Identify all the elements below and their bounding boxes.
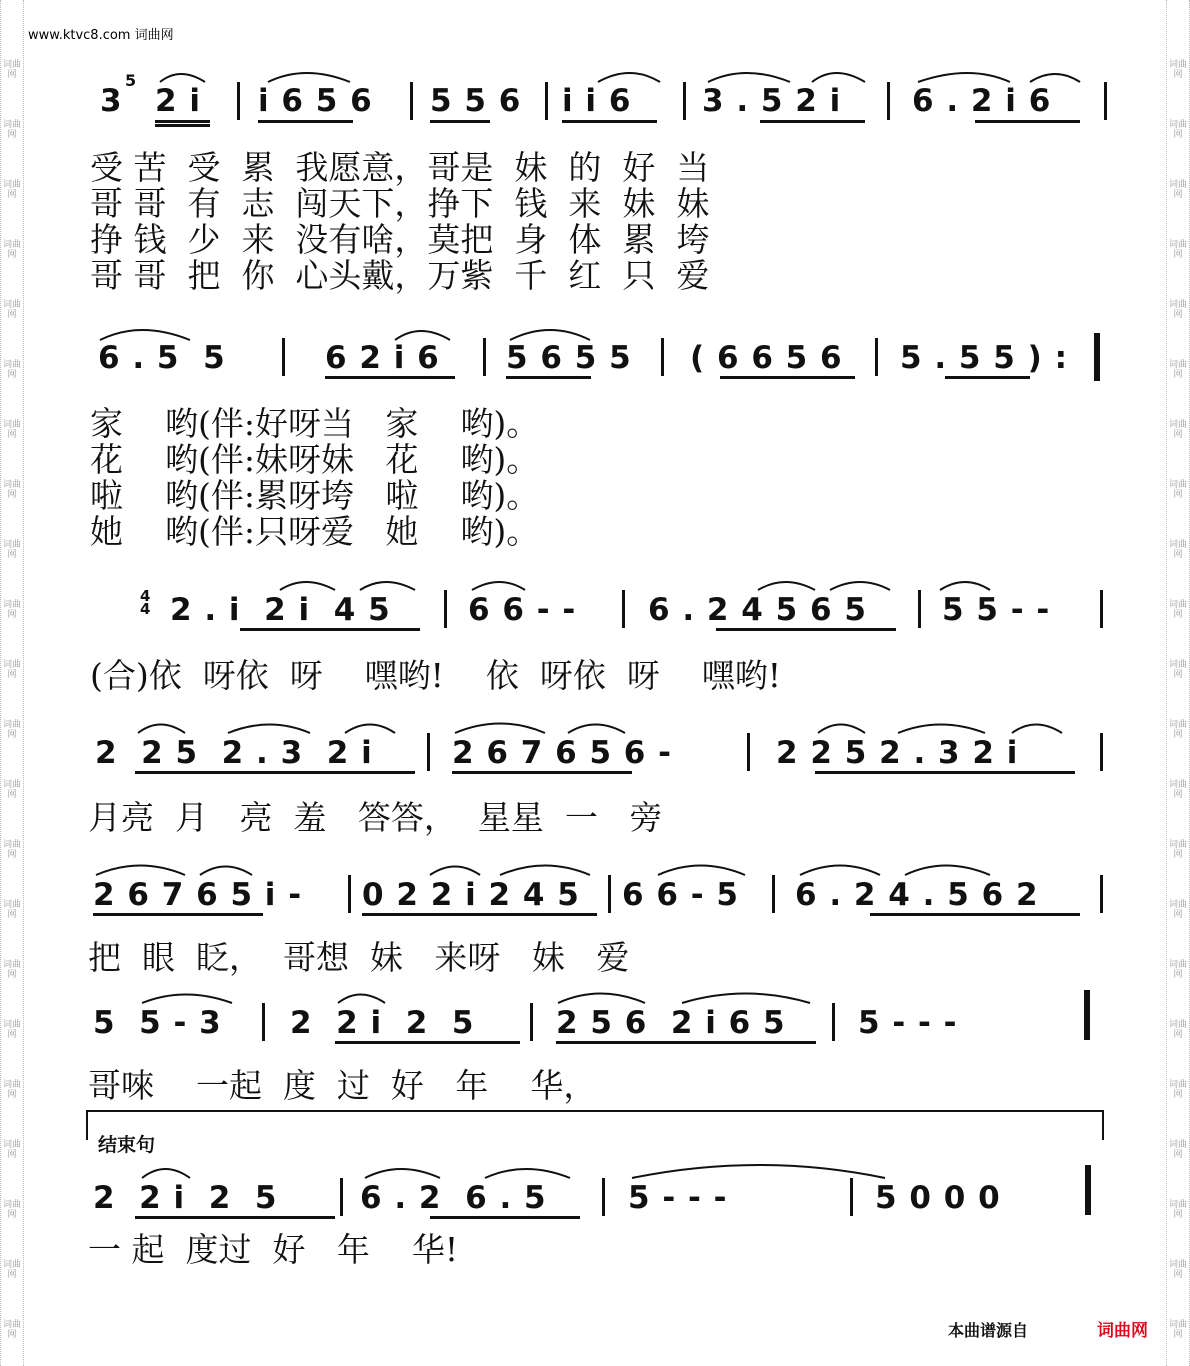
footer-brand-logo: 词曲网	[1097, 1321, 1148, 1341]
margin-watermark-text: 词曲网	[3, 120, 22, 140]
lyric-verse-1: 受 苦 受 累 我愿意，哥是 妹 的 好 当	[90, 148, 710, 187]
margin-watermark-text: 词曲网	[3, 1140, 22, 1160]
lyric-row-5: 把 眼 眨， 哥想 妹 来呀 妹 爱	[88, 938, 630, 977]
margin-watermark-text: 词曲网	[3, 660, 22, 680]
margin-watermark-text: 词曲网	[1169, 180, 1188, 200]
margin-watermark-text: 词曲网	[3, 480, 22, 500]
margin-watermark-text: 词曲网	[1169, 1200, 1188, 1220]
lyric-verse-2: 哥 哥 有 志 闯天下，挣下 钱 来 妹 妹	[90, 184, 710, 223]
margin-watermark-text: 词曲网	[3, 60, 22, 80]
margin-watermark-text: 词曲网	[3, 180, 22, 200]
margin-watermark-text: 词曲网	[3, 300, 22, 320]
margin-watermark-text: 词曲网	[1169, 720, 1188, 740]
margin-watermark-text: 词曲网	[1169, 900, 1188, 920]
margin-watermark-text: 词曲网	[1169, 960, 1188, 980]
margin-watermark-text: 词曲网	[1169, 360, 1188, 380]
margin-watermark-text: 词曲网	[3, 1260, 22, 1280]
margin-watermark-text: 词曲网	[3, 780, 22, 800]
margin-watermark-text: 词曲网	[1169, 840, 1188, 860]
margin-watermark-text: 词曲网	[1169, 1260, 1188, 1280]
lyric-verse-4: 哥 哥 把 你 心头戴，万紫 千 红 只 爱	[90, 256, 710, 295]
margin-watermark-text: 词曲网	[1169, 300, 1188, 320]
margin-watermark-text: 词曲网	[1169, 660, 1188, 680]
margin-watermark-text: 词曲网	[3, 600, 22, 620]
ending-label: 结束句	[98, 1134, 156, 1156]
lyric-row-3: (合)依 呀依 呀 嘿哟! 依 呀依 呀 嘿哟!	[90, 656, 782, 695]
margin-watermark-text: 词曲网	[1169, 540, 1188, 560]
lyric-chorus-1: 家 哟(伴:好呀当 家 哟)。	[90, 404, 540, 443]
margin-watermark-text: 词曲网	[3, 720, 22, 740]
footer-source-label: 本曲谱源自	[948, 1321, 1029, 1340]
margin-watermark-text: 词曲网	[1169, 480, 1188, 500]
margin-watermark-text: 词曲网	[1169, 1020, 1188, 1040]
lyric-chorus-2: 花 哟(伴:妹呀妹 花 哟)。	[90, 440, 540, 479]
margin-watermark-text: 词曲网	[3, 1080, 22, 1100]
margin-watermark-text: 词曲网	[3, 1020, 22, 1040]
margin-watermark-text: 词曲网	[1169, 420, 1188, 440]
margin-watermark-text: 词曲网	[1169, 120, 1188, 140]
margin-watermark-text: 词曲网	[1169, 780, 1188, 800]
margin-watermark-text: 词曲网	[3, 960, 22, 980]
margin-watermark-text: 词曲网	[3, 840, 22, 860]
margin-watermark-text: 词曲网	[1169, 1080, 1188, 1100]
margin-watermark-text: 词曲网	[3, 360, 22, 380]
lyric-row-4: 月亮 月 亮 羞 答答， 星星 一 旁	[88, 798, 663, 837]
margin-watermark-text: 词曲网	[1169, 240, 1188, 260]
margin-watermark-text: 词曲网	[3, 1320, 22, 1340]
margin-watermark-text: 词曲网	[3, 240, 22, 260]
margin-watermark-text: 词曲网	[1169, 1140, 1188, 1160]
margin-watermark-text: 词曲网	[3, 1200, 22, 1220]
margin-watermark-text: 词曲网	[1169, 600, 1188, 620]
site-url: www.ktvc8.com 词曲网	[28, 28, 174, 43]
lyric-verse-3: 挣 钱 少 来 没有啥，莫把 身 体 累 垮	[90, 220, 710, 259]
lyric-chorus-3: 啦 哟(伴:累呀垮 啦 哟)。	[90, 476, 540, 515]
margin-watermark-text: 词曲网	[1169, 60, 1188, 80]
margin-watermark-text: 词曲网	[3, 900, 22, 920]
margin-watermark-text: 词曲网	[1169, 1320, 1188, 1340]
lyric-row-6: 哥唻 一起 度 过 好 年 华，	[88, 1066, 597, 1105]
lyric-chorus-4: 她 哟(伴:只呀爱 她 哟)。	[90, 512, 540, 551]
margin-watermark-text: 词曲网	[3, 420, 22, 440]
margin-watermark-text: 词曲网	[3, 540, 22, 560]
lyric-ending: 一 起 度过 好 年 华!	[88, 1230, 459, 1269]
